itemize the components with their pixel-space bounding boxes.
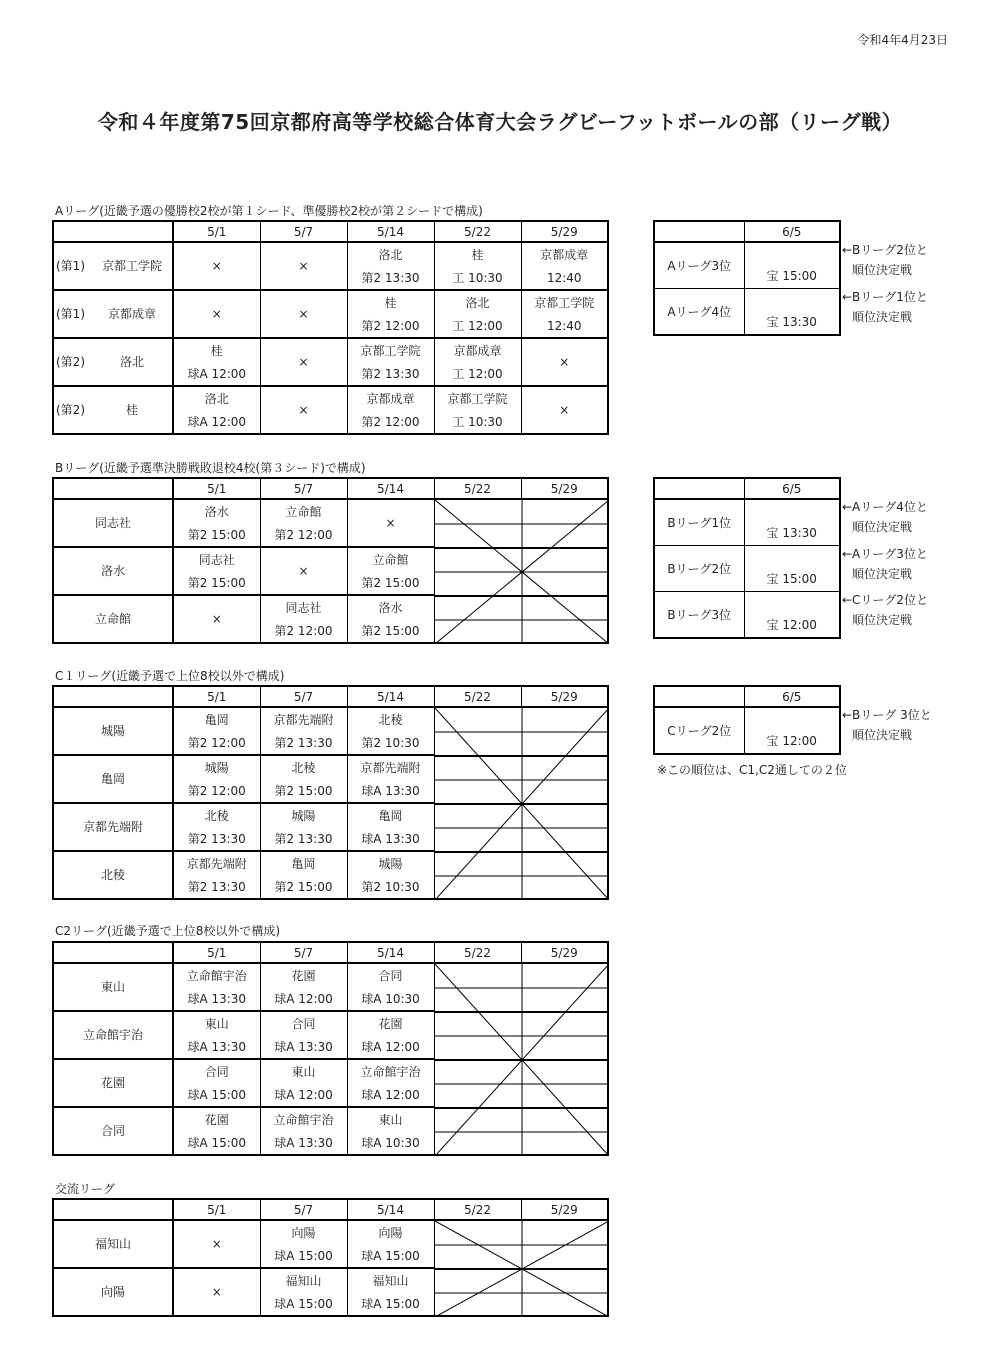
venue-time: 球A 12:00 bbox=[260, 1083, 347, 1107]
venue-time: 第2 13:30 bbox=[347, 266, 434, 290]
opponent-name: 京都工学院 bbox=[347, 338, 434, 362]
team-name-cell bbox=[53, 851, 173, 899]
no-match-cross: × bbox=[173, 242, 260, 290]
team-name-cell bbox=[53, 386, 173, 434]
opponent-name: 桂 bbox=[347, 290, 434, 314]
seed-label: (第2) bbox=[56, 355, 85, 369]
league-b-playoff-table bbox=[653, 477, 841, 639]
venue-time: 工 10:30 bbox=[434, 266, 521, 290]
team-name-cell bbox=[53, 1220, 173, 1268]
playoff-venue: 宝 12:00 bbox=[744, 707, 840, 754]
playoff-venue: 宝 15:00 bbox=[744, 546, 840, 592]
team-name: 亀岡 bbox=[100, 772, 125, 786]
team-row bbox=[53, 242, 608, 266]
opponent-name: 花園 bbox=[347, 1011, 434, 1035]
playoff-venue: 宝 13:30 bbox=[744, 289, 840, 336]
venue-time: 第2 15:00 bbox=[173, 571, 260, 595]
venue-time: 第2 13:30 bbox=[260, 731, 347, 755]
playoff-note-line: ←Bリーグ2位と bbox=[842, 243, 928, 257]
no-match-cross: × bbox=[521, 338, 608, 386]
team-name: 京都工学院 bbox=[101, 259, 162, 273]
venue-time: 球A 12:00 bbox=[260, 987, 347, 1011]
team-row bbox=[53, 1220, 608, 1244]
playoff-note-line: 順位決定戦 bbox=[852, 612, 913, 627]
team-name: 京都先端附 bbox=[82, 820, 143, 834]
playoff-note bbox=[842, 240, 928, 280]
team-name: 立命館 bbox=[94, 612, 131, 626]
venue-time: 球A 12:00 bbox=[173, 362, 260, 386]
cross-out-mark bbox=[435, 500, 609, 643]
struck-out-dates bbox=[434, 499, 608, 643]
playoff-header-row bbox=[654, 478, 840, 499]
venue-time: 球A 15:00 bbox=[260, 1292, 347, 1316]
playoff-place: Aリーグ3位 bbox=[654, 242, 744, 289]
opponent-name: 城陽 bbox=[173, 755, 260, 779]
team-name: 北稜 bbox=[100, 868, 125, 882]
no-match-cross: × bbox=[260, 386, 347, 434]
venue-time: 球A 13:30 bbox=[173, 987, 260, 1011]
team-name: 向陽 bbox=[100, 1285, 125, 1299]
date-header: 5/22 bbox=[434, 478, 521, 499]
venue-time: 第2 13:30 bbox=[347, 362, 434, 386]
corner-cell bbox=[53, 1199, 173, 1220]
header-row bbox=[53, 478, 608, 499]
opponent-name: 城陽 bbox=[260, 803, 347, 827]
venue-time: 第2 12:00 bbox=[347, 410, 434, 434]
team-name: 合同 bbox=[100, 1124, 125, 1138]
opponent-name: 向陽 bbox=[260, 1220, 347, 1244]
venue-time: 球A 15:00 bbox=[173, 1083, 260, 1107]
league-c1-table bbox=[52, 685, 609, 900]
struck-out-dates bbox=[434, 707, 608, 899]
opponent-name: 花園 bbox=[260, 963, 347, 987]
opponent-name: 東山 bbox=[173, 1011, 260, 1035]
playoff-venue: 宝 12:00 bbox=[744, 592, 840, 639]
no-match-cross: × bbox=[260, 290, 347, 338]
venue-time: 工 10:30 bbox=[434, 410, 521, 434]
opponent-name: 桂 bbox=[173, 338, 260, 362]
playoff-note-line: 順位決定戦 bbox=[852, 566, 913, 581]
cross-out-mark bbox=[435, 964, 609, 1155]
date-header: 5/7 bbox=[260, 478, 347, 499]
opponent-name: 北稜 bbox=[173, 803, 260, 827]
opponent-name: 洛北 bbox=[434, 290, 521, 314]
venue-time: 球A 10:30 bbox=[347, 987, 434, 1011]
date-header: 5/1 bbox=[173, 1199, 260, 1220]
header-row bbox=[53, 1199, 608, 1220]
opponent-name: 合同 bbox=[173, 1059, 260, 1083]
opponent-name: 洛北 bbox=[347, 242, 434, 266]
playoff-footnote: ※この順位は、C1,C2通しての２位 bbox=[657, 763, 847, 777]
opponent-name: 京都先端附 bbox=[347, 755, 434, 779]
date-header: 5/7 bbox=[260, 1199, 347, 1220]
opponent-name: 北稜 bbox=[260, 755, 347, 779]
venue-time: 第2 13:30 bbox=[260, 827, 347, 851]
venue-time: 球A 13:30 bbox=[347, 779, 434, 803]
opponent-name: 亀岡 bbox=[173, 707, 260, 731]
playoff-note-line: 順位決定戦 bbox=[852, 263, 913, 277]
playoff-place: Bリーグ1位 bbox=[654, 499, 744, 546]
date-header: 5/14 bbox=[347, 942, 434, 963]
venue-time: 球A 12:00 bbox=[173, 410, 260, 434]
opponent-name: 福知山 bbox=[260, 1268, 347, 1292]
exchange-league-label: 交流リーグ bbox=[55, 1182, 116, 1196]
opponent-name: 桂 bbox=[434, 242, 521, 266]
opponent-name: 向陽 bbox=[347, 1220, 434, 1244]
corner-cell bbox=[53, 942, 173, 963]
venue-time: 球A 15:00 bbox=[347, 1244, 434, 1268]
date-header: 5/1 bbox=[173, 942, 260, 963]
struck-out-dates bbox=[434, 1220, 608, 1316]
opponent-name: 立命館 bbox=[347, 547, 434, 571]
date-header: 5/14 bbox=[347, 478, 434, 499]
league-a-table bbox=[52, 220, 609, 435]
exchange-league-table bbox=[52, 1198, 609, 1317]
no-match-cross: × bbox=[173, 1268, 260, 1316]
playoff-row bbox=[654, 592, 840, 639]
playoff-note-line: 順位決定戦 bbox=[852, 309, 913, 324]
header-row bbox=[53, 686, 608, 707]
team-name-cell bbox=[53, 1268, 173, 1316]
date-header: 5/1 bbox=[173, 478, 260, 499]
opponent-name: 立命館宇治 bbox=[173, 963, 260, 987]
date-header: 5/29 bbox=[521, 221, 608, 242]
opponent-name: 北稜 bbox=[347, 707, 434, 731]
playoff-date: 6/5 bbox=[744, 221, 840, 242]
team-name: 東山 bbox=[100, 980, 125, 994]
playoff-header-row bbox=[654, 221, 840, 242]
venue-time: 工 12:00 bbox=[434, 362, 521, 386]
no-match-cross: × bbox=[260, 338, 347, 386]
playoff-note-line: ←Aリーグ3位と bbox=[842, 546, 928, 561]
playoff-venue: 宝 15:00 bbox=[744, 242, 840, 289]
venue-time: 第2 12:00 bbox=[173, 731, 260, 755]
corner-cell bbox=[53, 686, 173, 707]
opponent-name: 福知山 bbox=[347, 1268, 434, 1292]
no-match-cross: × bbox=[260, 242, 347, 290]
opponent-name: 亀岡 bbox=[347, 803, 434, 827]
date-header: 5/29 bbox=[521, 942, 608, 963]
team-name-cell bbox=[53, 338, 173, 386]
no-match-cross: × bbox=[173, 1220, 260, 1268]
no-match-cross: × bbox=[260, 547, 347, 595]
team-name-cell bbox=[53, 595, 173, 643]
playoff-row bbox=[654, 289, 840, 336]
opponent-name: 合同 bbox=[347, 963, 434, 987]
document-date: 令和4年4月23日 bbox=[857, 33, 948, 47]
team-name-cell bbox=[53, 1107, 173, 1155]
date-header: 5/14 bbox=[347, 221, 434, 242]
venue-time: 第2 13:30 bbox=[173, 875, 260, 899]
date-header: 5/22 bbox=[434, 942, 521, 963]
team-name-cell bbox=[53, 242, 173, 290]
playoff-row bbox=[654, 707, 840, 754]
venue-time: 第2 15:00 bbox=[173, 523, 260, 547]
venue-time: 第2 12:00 bbox=[347, 314, 434, 338]
team-name: 桂 bbox=[125, 403, 138, 417]
team-name-cell bbox=[53, 290, 173, 338]
playoff-note-line: ←Aリーグ4位と bbox=[842, 500, 928, 514]
cross-out-mark bbox=[435, 708, 609, 899]
venue-time: 第2 13:30 bbox=[173, 827, 260, 851]
venue-time: 球A 13:30 bbox=[173, 1035, 260, 1059]
venue-time: 第2 15:00 bbox=[260, 875, 347, 899]
date-header: 5/22 bbox=[434, 1199, 521, 1220]
team-name-cell bbox=[53, 1059, 173, 1107]
team-name: 京都成章 bbox=[107, 307, 156, 321]
date-header: 5/22 bbox=[434, 221, 521, 242]
playoff-note-line: 順位決定戦 bbox=[852, 728, 913, 742]
team-name: 立命館宇治 bbox=[82, 1028, 143, 1042]
date-header: 5/29 bbox=[521, 478, 608, 499]
venue-time: 球A 10:30 bbox=[347, 1131, 434, 1155]
page-title: 令和４年度第75回京都府高等学校総合体育大会ラグビーフットボールの部（リーグ戦） bbox=[97, 110, 903, 134]
league-c2-table bbox=[52, 941, 609, 1156]
no-match-cross: × bbox=[173, 290, 260, 338]
no-match-cross: × bbox=[347, 499, 434, 547]
header-row bbox=[53, 942, 608, 963]
opponent-name: 京都工学院 bbox=[521, 290, 608, 314]
seed-label: (第2) bbox=[56, 403, 85, 417]
date-header: 5/29 bbox=[521, 686, 608, 707]
opponent-name: 立命館宇治 bbox=[347, 1059, 434, 1083]
playoff-note-line: ←Bリーグ1位と bbox=[842, 289, 928, 304]
league-a-label: Aリーグ(近畿予選の優勝校2校が第１シード、準優勝校2校が第２シードで構成) bbox=[55, 204, 483, 218]
opponent-name: 立命館宇治 bbox=[260, 1107, 347, 1131]
team-name-cell bbox=[53, 963, 173, 1011]
venue-time: 球A 15:00 bbox=[347, 1292, 434, 1316]
opponent-name: 京都先端附 bbox=[260, 707, 347, 731]
team-name: 花園 bbox=[100, 1076, 125, 1090]
team-row bbox=[53, 290, 608, 314]
date-header: 5/22 bbox=[434, 686, 521, 707]
venue-time: 12:40 bbox=[521, 314, 608, 338]
venue-time: 第2 10:30 bbox=[347, 731, 434, 755]
struck-out-dates bbox=[434, 963, 608, 1155]
playoff-note bbox=[842, 287, 928, 327]
corner-cell bbox=[53, 478, 173, 499]
playoff-note-line: ←Bリーグ 3位と bbox=[842, 708, 932, 722]
playoff-row bbox=[654, 546, 840, 592]
venue-time: 球A 13:30 bbox=[260, 1035, 347, 1059]
playoff-venue: 宝 13:30 bbox=[744, 499, 840, 546]
playoff-place: Aリーグ4位 bbox=[654, 289, 744, 336]
cross-out-mark bbox=[435, 1221, 609, 1316]
playoff-row bbox=[654, 499, 840, 546]
team-name: 洛水 bbox=[100, 564, 125, 578]
venue-time: 第2 12:00 bbox=[260, 523, 347, 547]
date-header: 5/14 bbox=[347, 686, 434, 707]
team-name-cell bbox=[53, 707, 173, 755]
corner-cell bbox=[53, 221, 173, 242]
team-name-cell bbox=[53, 755, 173, 803]
league-b-table bbox=[52, 477, 609, 644]
opponent-name: 亀岡 bbox=[260, 851, 347, 875]
date-header: 5/7 bbox=[260, 221, 347, 242]
opponent-name: 合同 bbox=[260, 1011, 347, 1035]
team-name-cell bbox=[53, 499, 173, 547]
seed-label: (第1) bbox=[56, 259, 85, 273]
league-a-playoff-table bbox=[653, 220, 841, 336]
team-row bbox=[53, 707, 608, 731]
league-c1-playoff-table bbox=[653, 685, 841, 755]
team-row bbox=[53, 963, 608, 987]
opponent-name: 洛水 bbox=[173, 499, 260, 523]
venue-time: 第2 12:00 bbox=[260, 619, 347, 643]
playoff-note bbox=[842, 544, 928, 584]
venue-time: 第2 15:00 bbox=[260, 779, 347, 803]
date-header: 5/29 bbox=[521, 1199, 608, 1220]
date-header: 5/7 bbox=[260, 686, 347, 707]
opponent-name: 京都成章 bbox=[347, 386, 434, 410]
date-header: 5/7 bbox=[260, 942, 347, 963]
opponent-name: 京都工学院 bbox=[434, 386, 521, 410]
venue-time: 球A 12:00 bbox=[347, 1035, 434, 1059]
league-c2-label: C2リーグ(近畿予選で上位8校以外で構成) bbox=[55, 924, 281, 938]
team-name-cell bbox=[53, 547, 173, 595]
venue-time: 第2 10:30 bbox=[347, 875, 434, 899]
venue-time: 球A 13:30 bbox=[260, 1131, 347, 1155]
venue-time: 第2 15:00 bbox=[347, 619, 434, 643]
team-name: 洛北 bbox=[119, 355, 144, 369]
opponent-name: 東山 bbox=[260, 1059, 347, 1083]
playoff-place: Bリーグ2位 bbox=[654, 546, 744, 592]
league-b-label: Bリーグ(近畿予選準決勝戦敗退校4校(第３シード)で構成) bbox=[55, 461, 366, 475]
no-match-cross: × bbox=[521, 386, 608, 434]
opponent-name: 同志社 bbox=[260, 595, 347, 619]
playoff-note bbox=[842, 497, 928, 537]
opponent-name: 東山 bbox=[347, 1107, 434, 1131]
opponent-name: 洛北 bbox=[173, 386, 260, 410]
venue-time: 球A 15:00 bbox=[260, 1244, 347, 1268]
playoff-note-line: 順位決定戦 bbox=[852, 520, 913, 534]
venue-time: 球A 13:30 bbox=[347, 827, 434, 851]
venue-time: 工 12:00 bbox=[434, 314, 521, 338]
playoff-row bbox=[654, 242, 840, 289]
league-c1-label: C１リーグ(近畿予選で上位8校以外で構成) bbox=[55, 669, 285, 683]
playoff-note bbox=[842, 590, 928, 630]
venue-time: 第2 12:00 bbox=[173, 779, 260, 803]
header-row bbox=[53, 221, 608, 242]
no-match-cross: × bbox=[173, 595, 260, 643]
opponent-name: 城陽 bbox=[347, 851, 434, 875]
playoff-note bbox=[842, 705, 932, 745]
team-name: 同志社 bbox=[94, 516, 131, 530]
playoff-place: Bリーグ3位 bbox=[654, 592, 744, 639]
team-name: 福知山 bbox=[94, 1237, 131, 1251]
venue-time: 第2 15:00 bbox=[347, 571, 434, 595]
playoff-date: 6/5 bbox=[744, 478, 840, 499]
team-name: 城陽 bbox=[100, 724, 125, 738]
team-row bbox=[53, 499, 608, 523]
date-header: 5/1 bbox=[173, 221, 260, 242]
team-name-cell bbox=[53, 803, 173, 851]
opponent-name: 同志社 bbox=[173, 547, 260, 571]
opponent-name: 京都先端附 bbox=[173, 851, 260, 875]
playoff-note-line: ←Cリーグ2位と bbox=[842, 592, 929, 607]
seed-label: (第1) bbox=[56, 307, 85, 321]
venue-time: 球A 15:00 bbox=[173, 1131, 260, 1155]
playoff-place: Cリーグ2位 bbox=[654, 707, 744, 754]
corner-cell bbox=[654, 686, 744, 707]
team-row bbox=[53, 386, 608, 410]
opponent-name: 京都成章 bbox=[521, 242, 608, 266]
opponent-name: 花園 bbox=[173, 1107, 260, 1131]
opponent-name: 立命館 bbox=[260, 499, 347, 523]
playoff-date: 6/5 bbox=[744, 686, 840, 707]
venue-time: 12:40 bbox=[521, 266, 608, 290]
opponent-name: 洛水 bbox=[347, 595, 434, 619]
date-header: 5/1 bbox=[173, 686, 260, 707]
date-header: 5/14 bbox=[347, 1199, 434, 1220]
team-name-cell bbox=[53, 1011, 173, 1059]
venue-time: 球A 12:00 bbox=[347, 1083, 434, 1107]
opponent-name: 京都成章 bbox=[434, 338, 521, 362]
team-row bbox=[53, 338, 608, 362]
corner-cell bbox=[654, 478, 744, 499]
playoff-header-row bbox=[654, 686, 840, 707]
corner-cell bbox=[654, 221, 744, 242]
